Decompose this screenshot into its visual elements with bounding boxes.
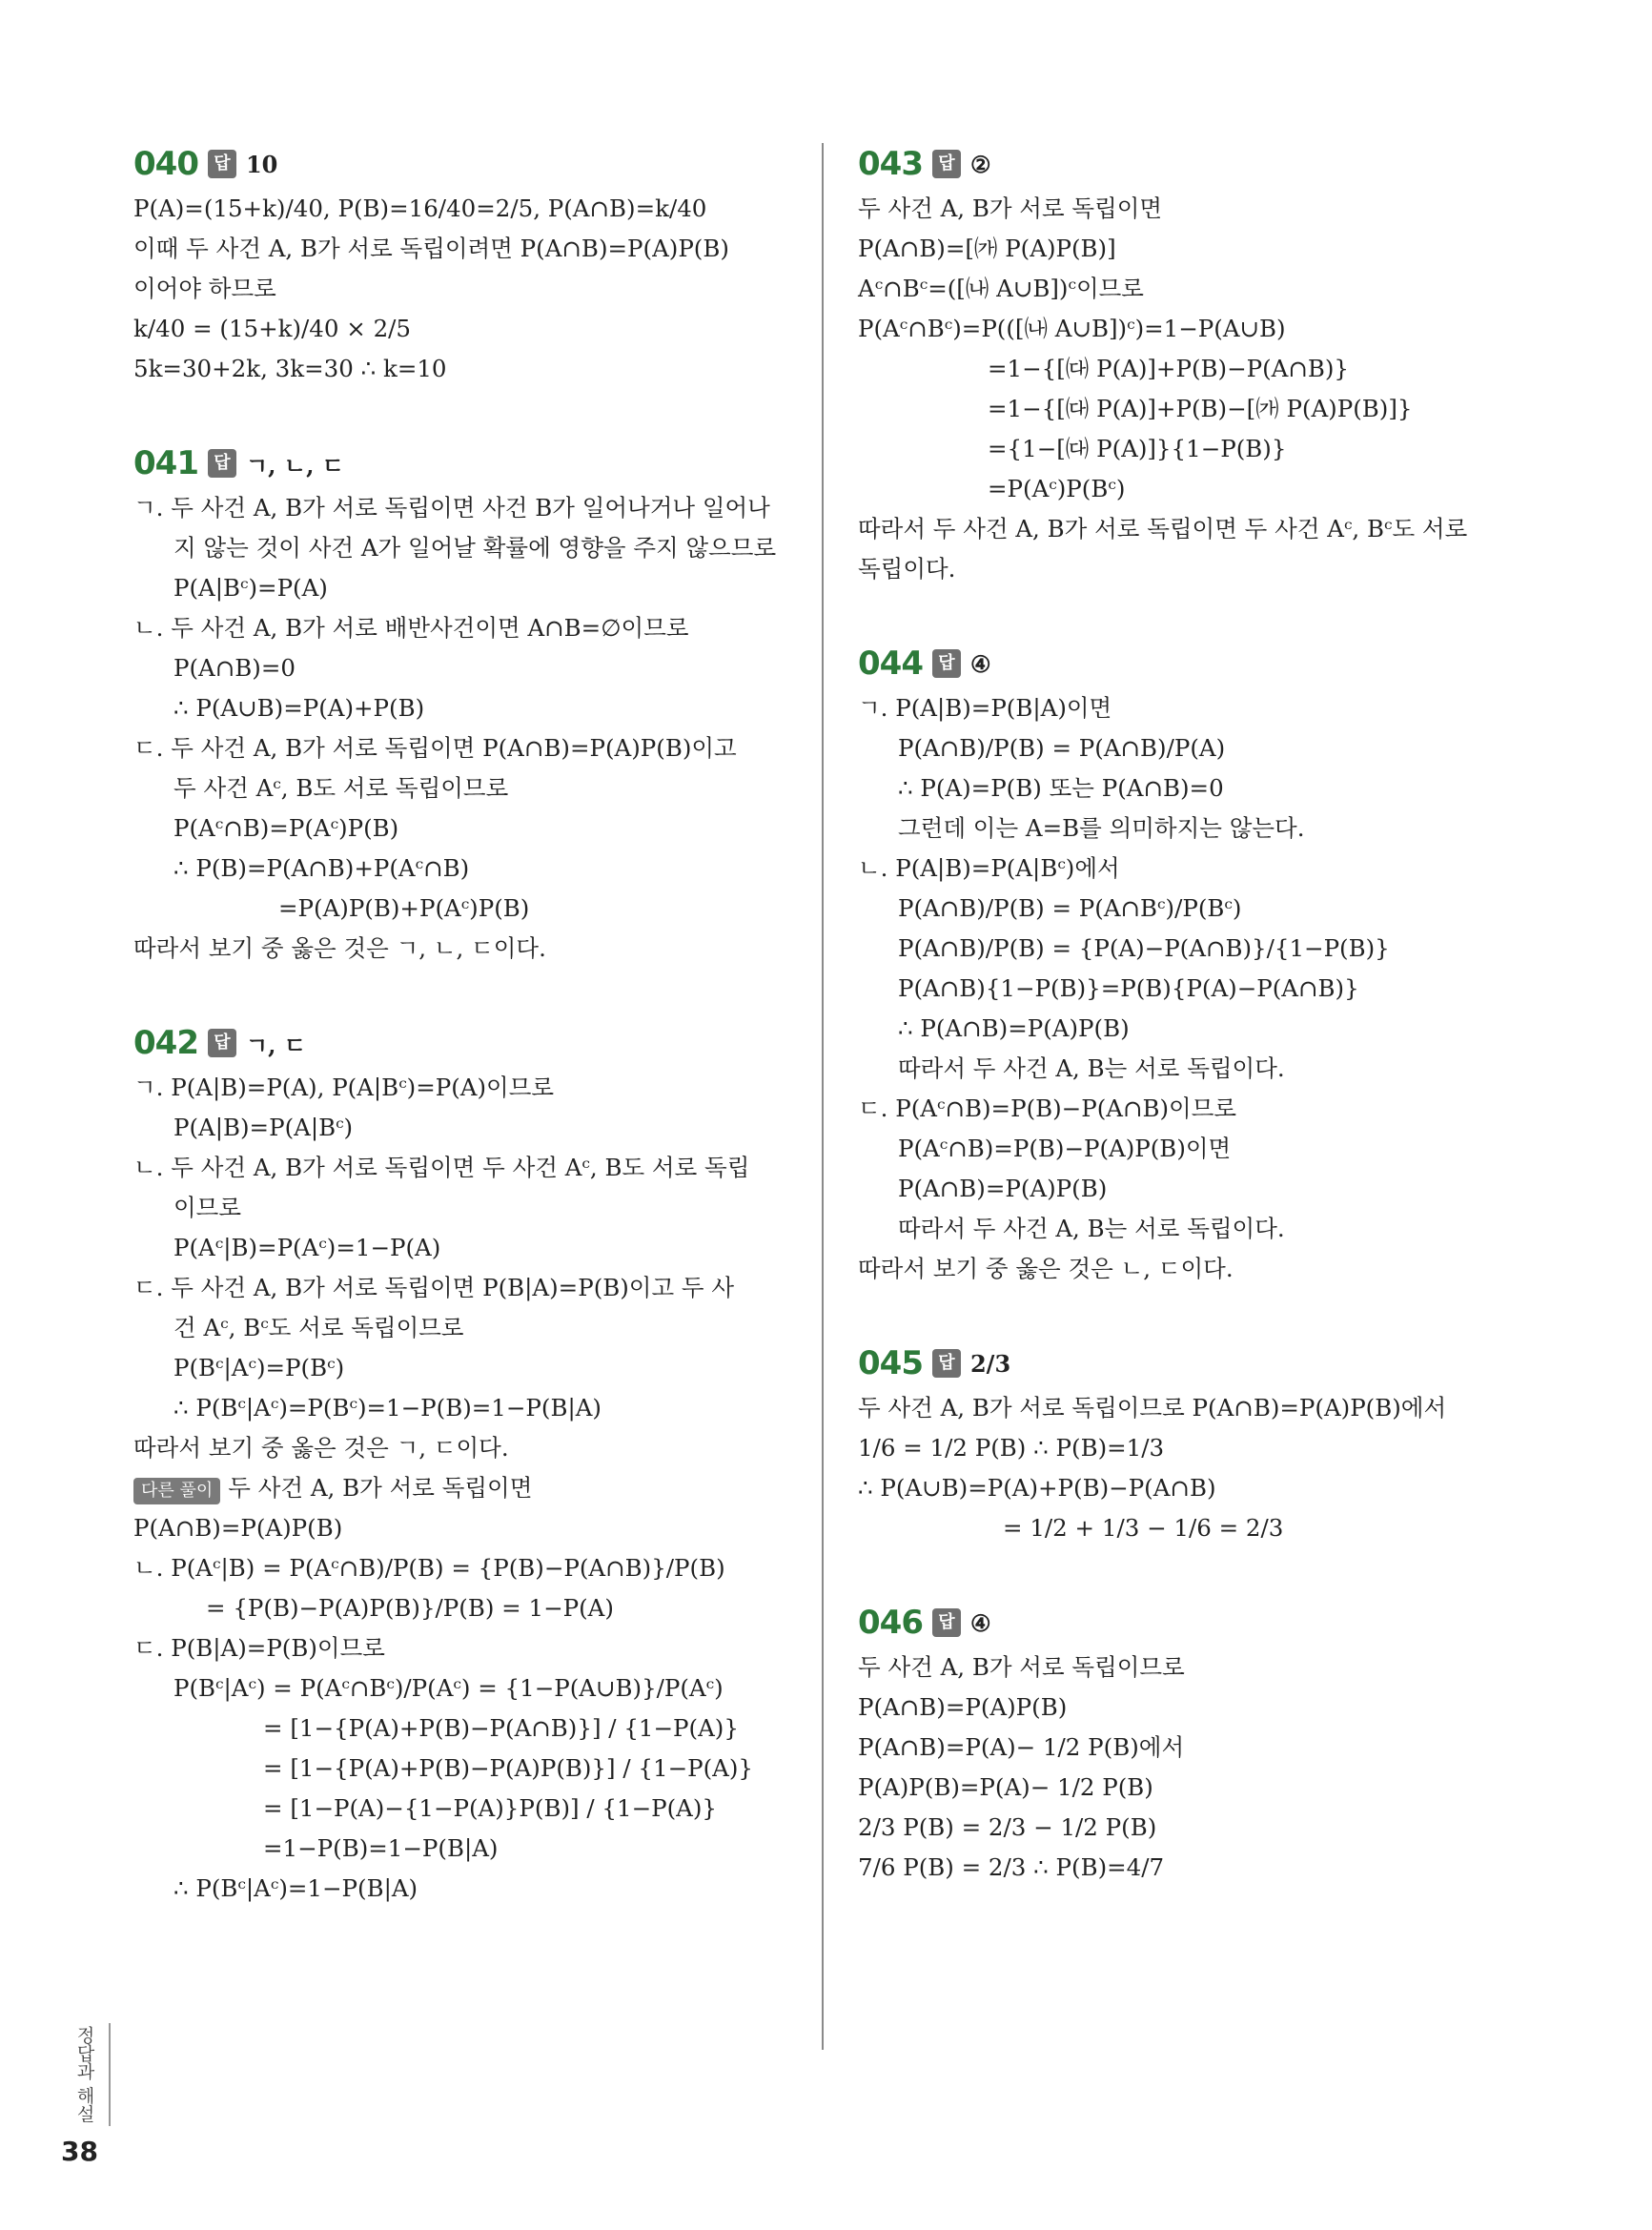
solution-text: =P(Aᶜ)P(Bᶜ) (988, 475, 1126, 502)
problem-044 (858, 643, 1525, 1289)
problem-number: 044 (858, 644, 923, 683)
side-label-text: 정답과 해설 (73, 2026, 95, 2123)
solution-text: ={1−[㈐ P(A)]}{1−P(B)} (988, 435, 1287, 462)
solution-text: 두 사건 A, B가 서로 독립이면 (228, 1474, 533, 1502)
solution-text: ∴ P(A∪B)=P(A)+P(B)−P(A∩B) (858, 1474, 1216, 1502)
problem-header (858, 143, 1525, 185)
solution-line (858, 768, 1525, 808)
answer-tag: 답 (932, 150, 961, 178)
right-column (858, 143, 1525, 1941)
solution-text: 지 않는 것이 사건 A가 일어날 확률에 영향을 주지 않으므로 (173, 534, 777, 562)
solution-line (133, 1508, 791, 1548)
solution-line (133, 1388, 791, 1428)
problem-number: 043 (858, 145, 923, 183)
solution-text: 따라서 두 사건 A, B가 서로 독립이면 두 사건 Aᶜ, Bᶜ도 서로 (858, 515, 1468, 542)
solution-text: P(A∩B)=0 (173, 654, 296, 682)
solution-line (858, 1728, 1525, 1768)
solution-line (133, 229, 791, 269)
problem-header (858, 1342, 1525, 1384)
solution-text: 따라서 두 사건 A, B는 서로 독립이다. (898, 1054, 1285, 1082)
solution-line (133, 808, 791, 849)
solution-line (858, 1768, 1525, 1808)
answer-tag: 답 (208, 449, 236, 478)
solution-line (858, 349, 1525, 389)
answer-value: ④ (969, 649, 991, 678)
solution-line (858, 808, 1525, 849)
solution-text: P(Bᶜ|Aᶜ) = P(Aᶜ∩Bᶜ)/P(Aᶜ) = {1−P(A∪B)}/P(Aᶜ) (173, 1674, 724, 1702)
solution-line (858, 1428, 1525, 1468)
problem-040 (133, 143, 791, 389)
solution-text: P(Aᶜ∩B)=P(Aᶜ)P(B) (173, 814, 399, 842)
solution-line (133, 1588, 791, 1628)
solution-text: P(A|B)=P(A|Bᶜ) (173, 1114, 354, 1141)
solution-line (858, 728, 1525, 768)
solution-text: =1−{[㈐ P(A)]+P(B)−P(A∩B)} (988, 355, 1350, 382)
answer-value: ㄱ, ㄴ, ㄷ (245, 451, 344, 480)
problem-header (133, 442, 791, 484)
solution-line (858, 1688, 1525, 1728)
solution-line (133, 889, 791, 929)
answer-value: ㄱ, ㄷ (245, 1031, 307, 1059)
solution-text: 2/3 P(B) = 2/3 − 1/2 P(B) (858, 1813, 1157, 1841)
solution-text: = [1−P(A)−{1−P(A)}P(B)] / {1−P(A)} (263, 1794, 717, 1822)
answer-tag: 답 (208, 1029, 236, 1057)
solution-line (133, 849, 791, 889)
solution-text: Aᶜ∩Bᶜ=([㈏ A∪B])ᶜ이므로 (858, 275, 1144, 302)
solution-line (133, 728, 791, 768)
solution-text: 이므로 (173, 1194, 242, 1221)
solution-line (858, 1089, 1525, 1129)
solution-line (133, 1148, 791, 1188)
solution-text: P(A∩B)=P(A)P(B) (858, 1693, 1068, 1721)
solution-text: 따라서 두 사건 A, B는 서로 독립이다. (898, 1215, 1285, 1242)
solution-line (858, 229, 1525, 269)
solution-line (858, 389, 1525, 429)
solution-text: ㄴ. P(A|B)=P(A|Bᶜ)에서 (858, 854, 1120, 882)
problem-041 (133, 442, 791, 969)
solution-text: =1−P(B)=1−P(B|A) (263, 1834, 499, 1862)
solution-text: P(A∩B)=P(A)− 1/2 P(B)에서 (858, 1733, 1185, 1761)
solution-text: k/40 = (15+k)/40 × 2/5 (133, 315, 412, 342)
alt-solution-tag: 다른 풀이 (133, 1478, 220, 1504)
problem-045 (858, 1342, 1525, 1548)
problem-number: 042 (133, 1024, 198, 1062)
solution-line (133, 1108, 791, 1148)
solution-text: 두 사건 Aᶜ, B도 서로 독립이므로 (173, 774, 509, 802)
solution-line (133, 349, 791, 389)
solution-line (133, 1668, 791, 1708)
problem-header (858, 643, 1525, 685)
solution-line (133, 189, 791, 229)
solution-text: 1/6 = 1/2 P(B) ∴ P(B)=1/3 (858, 1434, 1165, 1462)
solution-line (858, 1508, 1525, 1548)
solution-text: 이어야 하므로 (133, 275, 276, 302)
answer-tag: 답 (932, 649, 961, 678)
answer-value: ④ (969, 1608, 991, 1637)
solution-text: ∴ P(Bᶜ|Aᶜ)=1−P(B|A) (173, 1874, 418, 1902)
solution-text: 두 사건 A, B가 서로 독립이므로 (858, 1653, 1185, 1681)
solution-line (133, 608, 791, 648)
solution-line (858, 189, 1525, 229)
solution-text: P(A∩B)=P(A)P(B) (898, 1175, 1108, 1202)
solution-line (858, 309, 1525, 349)
column-divider (822, 143, 824, 2050)
solution-text: ∴ P(A∩B)=P(A)P(B) (898, 1014, 1130, 1042)
solution-text: = [1−{P(A)+P(B)−P(A)P(B)}] / {1−P(A)} (263, 1754, 753, 1782)
solution-text: 건 Aᶜ, Bᶜ도 서로 독립이므로 (173, 1314, 464, 1341)
solution-text: P(A∩B)/P(B) = P(A∩B)/P(A) (898, 734, 1226, 762)
solution-text: 따라서 보기 중 옳은 것은 ㄴ, ㄷ이다. (858, 1255, 1234, 1282)
problem-number: 041 (133, 444, 198, 482)
solution-line (133, 528, 791, 568)
problem-042 (133, 1022, 791, 1909)
solution-text: 따라서 보기 중 옳은 것은 ㄱ, ㄴ, ㄷ이다. (133, 934, 546, 962)
solution-text: ∴ P(A)=P(B) 또는 P(A∩B)=0 (898, 774, 1224, 802)
solution-text: P(A∩B){1−P(B)}=P(B){P(A)−P(A∩B)} (898, 974, 1359, 1002)
solution-line (858, 1388, 1525, 1428)
solution-text: P(A)=(15+k)/40, P(B)=16/40=2/5, P(A∩B)=k/40 (133, 194, 707, 222)
solution-line (133, 488, 791, 528)
solution-line (133, 1268, 791, 1308)
solution-line (858, 688, 1525, 728)
solution-text: 두 사건 A, B가 서로 독립이므로 P(A∩B)=P(A)P(B)에서 (858, 1394, 1447, 1422)
left-column (133, 143, 791, 1962)
problem-number: 040 (133, 145, 198, 183)
solution-line (133, 648, 791, 688)
solution-text: 독립이다. (858, 555, 956, 583)
solution-line (133, 929, 791, 969)
solution-text: ㄴ. P(Aᶜ|B) = P(Aᶜ∩B)/P(B) = {P(B)−P(A∩B)}/P(B) (133, 1554, 725, 1582)
solution-text: P(A∩B)/P(B) = P(A∩Bᶜ)/P(Bᶜ) (898, 894, 1242, 922)
answer-value: ② (969, 150, 991, 178)
solution-text: ㄱ. P(A|B)=P(A), P(A|Bᶜ)=P(A)이므로 (133, 1074, 555, 1101)
solution-line (858, 469, 1525, 509)
solution-line (133, 688, 791, 728)
solution-text: =P(A)P(B)+P(Aᶜ)P(B) (278, 894, 530, 922)
problem-046 (858, 1602, 1525, 1888)
solution-line (133, 309, 791, 349)
solution-line (858, 1848, 1525, 1888)
solution-line (858, 1468, 1525, 1508)
solution-line (858, 1808, 1525, 1848)
solution-line (133, 1548, 791, 1588)
solution-line (133, 1228, 791, 1268)
solution-line (133, 1468, 791, 1508)
solution-line (133, 1829, 791, 1869)
solution-text: = 1/2 + 1/3 − 1/6 = 2/3 (1003, 1514, 1284, 1542)
solution-line (133, 768, 791, 808)
solution-line (133, 568, 791, 608)
solution-line (858, 509, 1525, 549)
problem-header (858, 1602, 1525, 1644)
solution-text: P(A)P(B)=P(A)− 1/2 P(B) (858, 1773, 1153, 1801)
solution-line (133, 1348, 791, 1388)
solution-text: P(A∩B)=[㈎ P(A)P(B)] (858, 235, 1116, 262)
solution-text: P(Bᶜ|Aᶜ)=P(Bᶜ) (173, 1354, 345, 1381)
solution-text: ㄷ. P(Aᶜ∩B)=P(B)−P(A∩B)이므로 (858, 1095, 1237, 1122)
solution-text: ∴ P(A∪B)=P(A)+P(B) (173, 694, 425, 722)
solution-text: ㄴ. 두 사건 A, B가 서로 독립이면 두 사건 Aᶜ, B도 서로 독립 (133, 1154, 750, 1181)
solution-text: ∴ P(B)=P(A∩B)+P(Aᶜ∩B) (173, 854, 470, 882)
problem-header (133, 143, 791, 185)
solution-line (133, 1749, 791, 1789)
solution-text: P(A|Bᶜ)=P(A) (173, 574, 328, 602)
solution-text: 두 사건 A, B가 서로 독립이면 (858, 194, 1163, 222)
solution-text: ㄷ. P(B|A)=P(B)이므로 (133, 1634, 385, 1662)
solution-line (133, 1789, 791, 1829)
solution-text: ㄷ. 두 사건 A, B가 서로 독립이면 P(A∩B)=P(A)P(B)이고 (133, 734, 737, 762)
solution-line (858, 849, 1525, 889)
page-number: 38 (61, 2136, 98, 2167)
answer-tag: 답 (932, 1608, 961, 1637)
solution-line (858, 549, 1525, 589)
solution-line (858, 1249, 1525, 1289)
solution-line (133, 1869, 791, 1909)
solution-line (858, 1009, 1525, 1049)
solution-line (858, 889, 1525, 929)
solution-line (858, 969, 1525, 1009)
solution-text: = {P(B)−P(A)P(B)}/P(B) = 1−P(A) (206, 1594, 614, 1622)
solution-line (858, 1049, 1525, 1089)
solution-text: P(Aᶜ∩B)=P(B)−P(A)P(B)이면 (898, 1135, 1232, 1162)
solution-text: 따라서 보기 중 옳은 것은 ㄱ, ㄷ이다. (133, 1434, 509, 1462)
solution-text: ㄷ. 두 사건 A, B가 서로 독립이면 P(B|A)=P(B)이고 두 사 (133, 1274, 735, 1301)
solution-text: ∴ P(Bᶜ|Aᶜ)=P(Bᶜ)=1−P(B)=1−P(B|A) (173, 1394, 602, 1422)
solution-text: ㄴ. 두 사건 A, B가 서로 배반사건이면 A∩B=∅이므로 (133, 614, 689, 642)
problem-number: 045 (858, 1344, 923, 1382)
solution-text: P(A∩B)/P(B) = {P(A)−P(A∩B)}/{1−P(B)} (898, 934, 1390, 962)
solution-text: P(Aᶜ∩Bᶜ)=P(([㈏ A∪B])ᶜ)=1−P(A∪B) (858, 315, 1286, 342)
answer-value: 10 (245, 150, 278, 178)
solution-line (133, 1068, 791, 1108)
answer-tag: 답 (208, 150, 236, 178)
problem-header (133, 1022, 791, 1064)
solution-line (858, 1209, 1525, 1249)
solution-line (133, 1188, 791, 1228)
solution-text: P(A∩B)=P(A)P(B) (133, 1514, 343, 1542)
problem-number: 046 (858, 1604, 923, 1642)
solution-line (858, 1169, 1525, 1209)
solution-text: 이때 두 사건 A, B가 서로 독립이려면 P(A∩B)=P(A)P(B) (133, 235, 729, 262)
solution-line (133, 269, 791, 309)
side-label (61, 2023, 111, 2126)
solution-text: P(Aᶜ|B)=P(Aᶜ)=1−P(A) (173, 1234, 441, 1261)
solution-line (133, 1628, 791, 1668)
solution-line (858, 429, 1525, 469)
solution-line (133, 1708, 791, 1749)
answer-tag: 답 (932, 1349, 961, 1378)
solution-text: ㄱ. P(A|B)=P(B|A)이면 (858, 694, 1112, 722)
solution-text: =1−{[㈐ P(A)]+P(B)−[㈎ P(A)P(B)]} (988, 395, 1413, 422)
solution-line (858, 1129, 1525, 1169)
solution-line (858, 929, 1525, 969)
answer-value: 2/3 (969, 1349, 1011, 1378)
solution-text: 5k=30+2k, 3k=30 ∴ k=10 (133, 355, 447, 382)
solution-text: 7/6 P(B) = 2/3 ∴ P(B)=4/7 (858, 1853, 1165, 1881)
solution-text: ㄱ. 두 사건 A, B가 서로 독립이면 사건 B가 일어나거나 일어나 (133, 494, 770, 522)
solution-line (133, 1308, 791, 1348)
solution-text: 그런데 이는 A=B를 의미하지는 않는다. (898, 814, 1305, 842)
problem-043 (858, 143, 1525, 589)
solution-line (858, 269, 1525, 309)
solution-line (133, 1428, 791, 1468)
solution-line (858, 1647, 1525, 1688)
solution-text: = [1−{P(A)+P(B)−P(A∩B)}] / {1−P(A)} (263, 1714, 739, 1742)
